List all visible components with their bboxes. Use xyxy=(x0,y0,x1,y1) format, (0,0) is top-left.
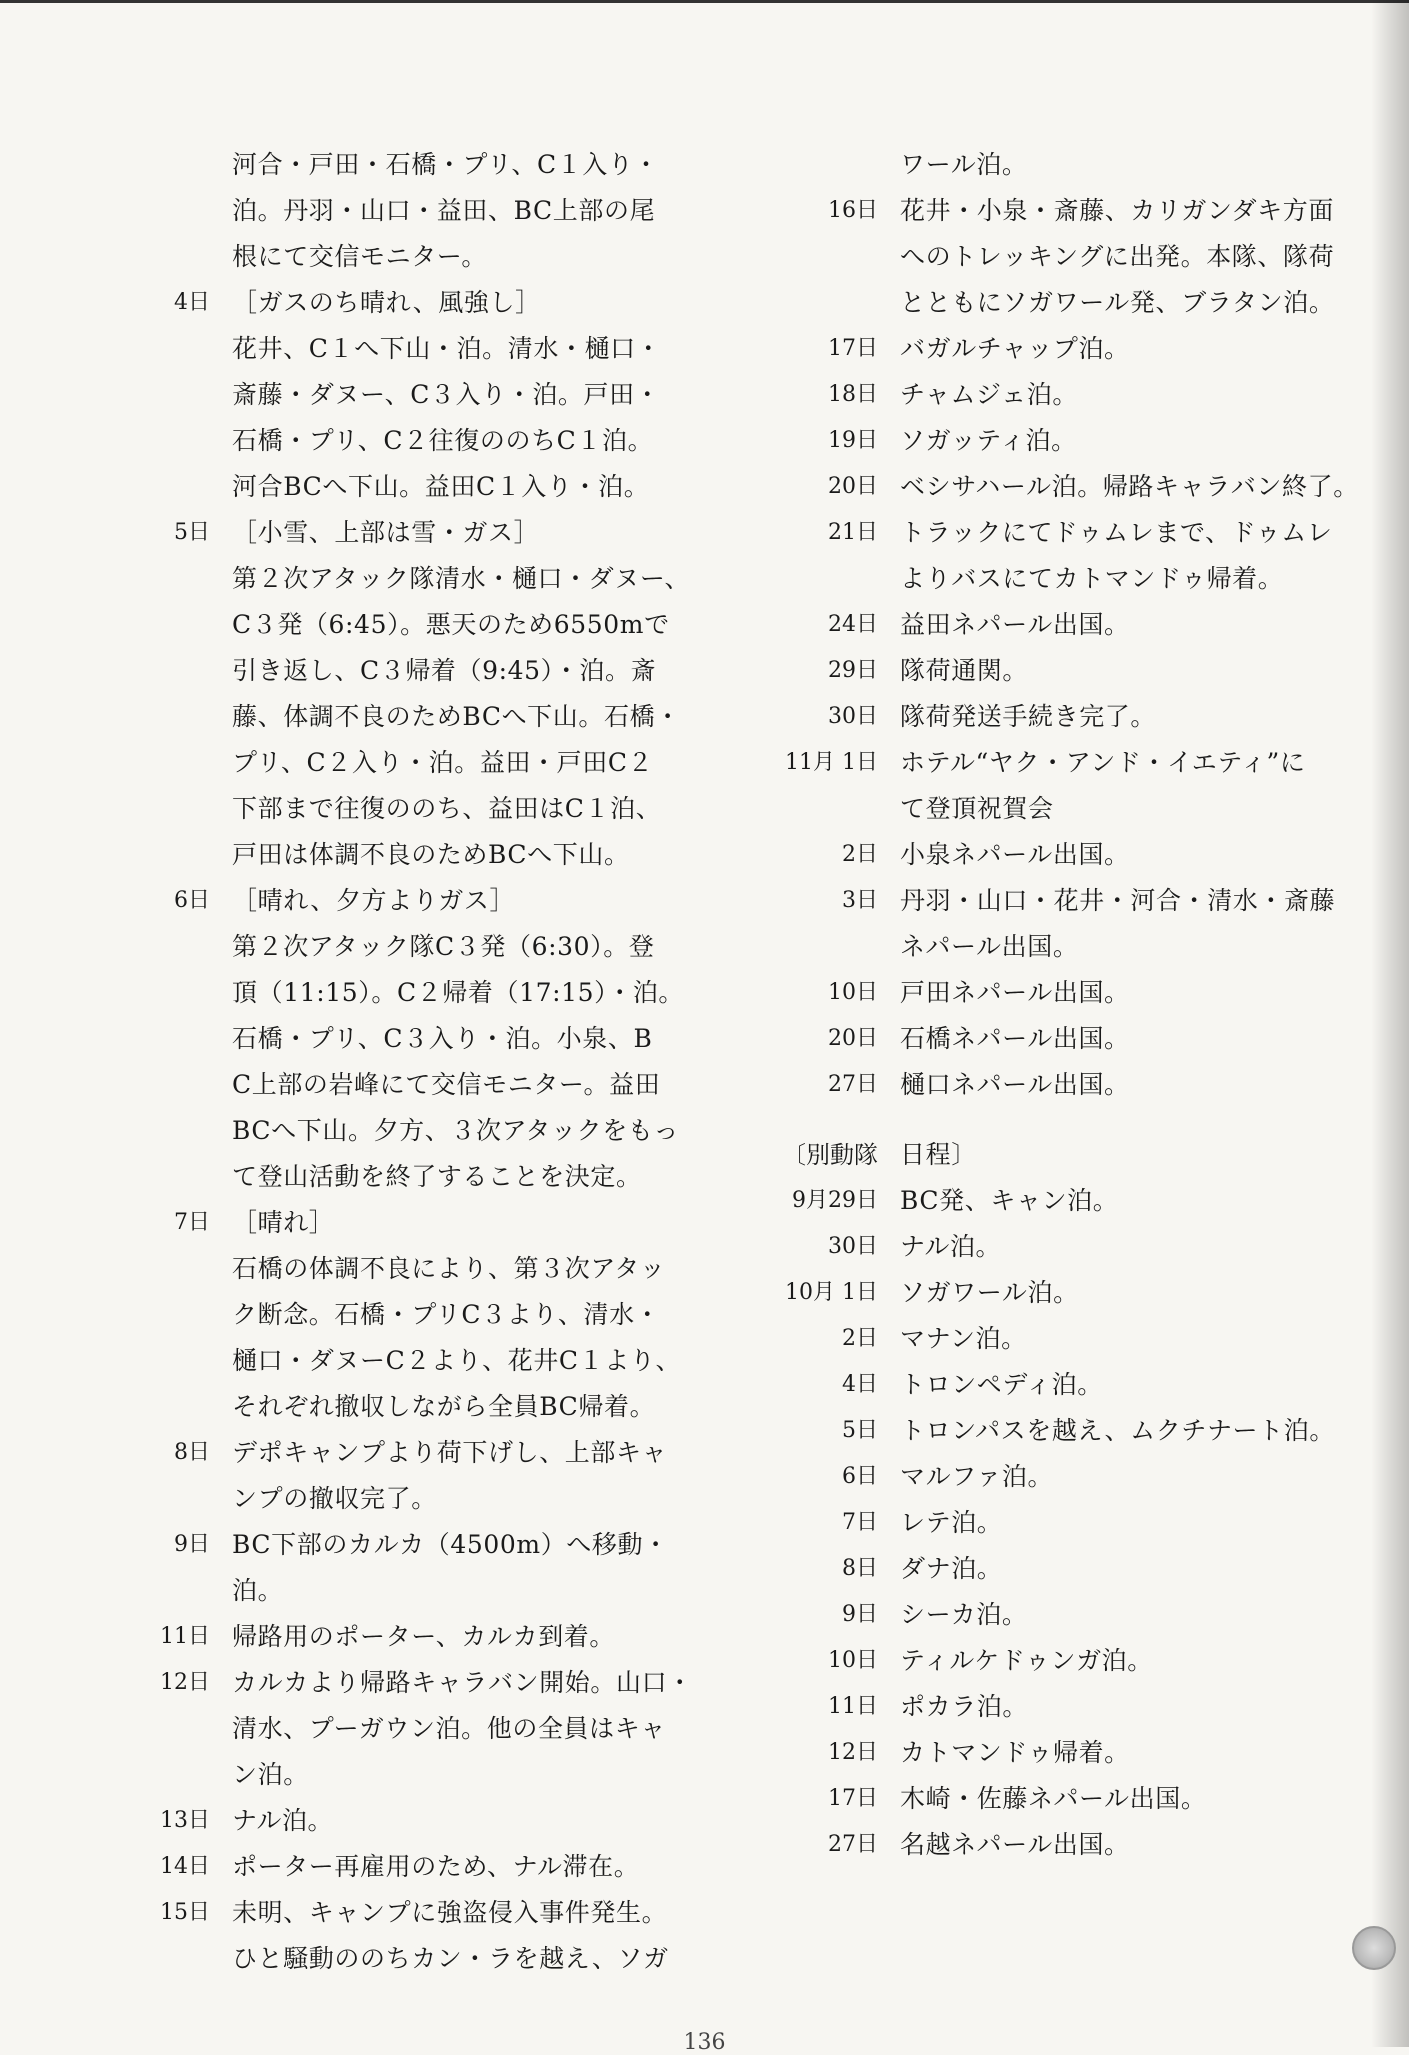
entry-date: 14日 xyxy=(160,1854,210,1879)
schedule-entry xyxy=(150,510,710,878)
entry-text xyxy=(232,510,710,878)
schedule-entry xyxy=(770,1546,1370,1592)
entry-line: BCへ下山。夕方、３次アタックをもっ xyxy=(232,1116,680,1145)
entry-text xyxy=(900,418,1370,464)
entry-date: 20日 xyxy=(828,474,878,499)
page-gutter-shadow xyxy=(1371,0,1409,2047)
entry-text xyxy=(232,1844,710,1890)
entry-line: ホテル“ヤク・アンド・イエティ”に xyxy=(900,748,1306,777)
entry-line: 隊荷発送手続き完了。 xyxy=(900,702,1157,731)
schedule-entry xyxy=(150,280,710,510)
schedule-entry xyxy=(770,878,1370,970)
entry-date: 8日 xyxy=(842,1556,878,1581)
entry-date: 11日 xyxy=(828,1694,878,1719)
entry-text xyxy=(232,1200,710,1430)
entry-line: それぞれ撤収しながら全員BC帰着。 xyxy=(232,1392,656,1421)
entry-line: て登頂祝賀会 xyxy=(900,794,1054,823)
entry-text xyxy=(900,970,1370,1016)
schedule-entry xyxy=(770,1454,1370,1500)
schedule-entry xyxy=(150,1614,710,1660)
entry-text xyxy=(900,464,1370,510)
right-column xyxy=(770,142,1370,1868)
entry-line: ナル泊。 xyxy=(900,1232,1002,1261)
entry-text xyxy=(900,1592,1370,1638)
entry-date: 30日 xyxy=(828,1234,878,1259)
entry-line: 未明、キャンプに強盗侵入事件発生。 xyxy=(232,1898,668,1927)
schedule-entry xyxy=(770,1224,1370,1270)
schedule-entry xyxy=(770,1270,1370,1316)
library-stamp-icon xyxy=(1352,1926,1396,1970)
schedule-entry xyxy=(770,1776,1370,1822)
schedule-entry xyxy=(150,1522,710,1614)
entry-line: デポキャンプより荷下げし、上部キャ xyxy=(232,1438,668,1467)
page-number: 136 xyxy=(683,2030,726,2055)
entry-line: 石橋・プリ、C３入り・泊。小泉、B xyxy=(232,1024,653,1053)
schedule-entry xyxy=(150,1660,710,1798)
entry-date: 15日 xyxy=(160,1900,210,1925)
section-heading-left: 〔別動隊 xyxy=(782,1141,878,1169)
entry-date: 6日 xyxy=(174,888,210,913)
schedule-entry xyxy=(770,694,1370,740)
entry-date: 9日 xyxy=(174,1532,210,1557)
entry-line: チャムジェ泊。 xyxy=(900,380,1078,409)
entry-line: 花井・小泉・斎藤、カリガンダキ方面 xyxy=(900,196,1334,225)
entry-text xyxy=(900,602,1370,648)
entry-line: 名越ネパール出国。 xyxy=(900,1830,1130,1859)
schedule-entry xyxy=(770,1316,1370,1362)
entry-date: 13日 xyxy=(160,1808,210,1833)
entry-line: ポーター再雇用のため、ナル滞在。 xyxy=(232,1852,640,1881)
entry-date: 20日 xyxy=(828,1026,878,1051)
entry-text xyxy=(232,878,710,1200)
entry-text xyxy=(232,1798,710,1844)
entry-text xyxy=(900,326,1370,372)
entry-line: 清水、プーガウン泊。他の全員はキャ xyxy=(232,1714,666,1743)
entry-line: バガルチャップ泊。 xyxy=(900,334,1130,363)
entry-line: カトマンドゥ帰着。 xyxy=(900,1738,1130,1767)
entry-date: 9月29日 xyxy=(792,1188,878,1213)
schedule-entry xyxy=(770,1822,1370,1868)
entry-line: レテ泊。 xyxy=(900,1508,1003,1537)
continuation-line: ワール泊。 xyxy=(900,150,1028,179)
entry-date: 10月 1日 xyxy=(785,1280,878,1305)
entry-date: 3日 xyxy=(842,888,878,913)
schedule-entry xyxy=(150,1430,710,1522)
entry-text xyxy=(900,1408,1370,1454)
entry-line: ンプの撤収完了。 xyxy=(232,1484,437,1513)
entry-line: ［ガスのち晴れ、風強し］ xyxy=(232,288,541,317)
entry-line: 下部まで往復ののち、益田はC１泊、 xyxy=(232,794,662,823)
entry-text xyxy=(900,1776,1370,1822)
page-top-edge xyxy=(0,0,1409,3)
entry-line: 戸田ネパール出国。 xyxy=(900,978,1130,1007)
entry-line: へのトレッキングに出発。本隊、隊荷 xyxy=(900,242,1335,271)
entry-line: ソガッティ泊。 xyxy=(900,426,1077,455)
entry-date: 21日 xyxy=(828,520,878,545)
entry-text xyxy=(900,1178,1370,1224)
entry-date: 8日 xyxy=(174,1440,210,1465)
entry-text xyxy=(232,1522,710,1614)
entry-date: 24日 xyxy=(828,612,878,637)
entry-line: 花井、C１へ下山・泊。清水・樋口・ xyxy=(232,334,662,363)
entry-line: 木崎・佐藤ネパール出国。 xyxy=(900,1784,1207,1813)
entry-text xyxy=(900,510,1370,602)
entry-line: 樋口・ダヌーC２より、花井C１より、 xyxy=(232,1346,682,1375)
entry-text xyxy=(232,1614,710,1660)
separate-party-schedule-list xyxy=(770,1178,1370,1868)
entry-date: 4日 xyxy=(842,1372,878,1397)
entry-line: ナル泊。 xyxy=(232,1806,334,1835)
entry-text xyxy=(232,1430,710,1522)
schedule-entry xyxy=(150,1844,710,1890)
entry-date: 6日 xyxy=(842,1464,878,1489)
entry-date: 11月 1日 xyxy=(785,750,878,775)
schedule-entry xyxy=(770,1592,1370,1638)
entry-text xyxy=(900,1016,1370,1062)
schedule-entry xyxy=(770,464,1370,510)
entry-date: 16日 xyxy=(828,198,878,223)
schedule-entry xyxy=(770,1178,1370,1224)
entry-line: 第２次アタック隊C３発（6:30）。登 xyxy=(232,932,655,961)
entry-text xyxy=(900,1546,1370,1592)
right-schedule-list xyxy=(770,188,1370,1108)
entry-date: 5日 xyxy=(842,1418,878,1443)
entry-line: ［晴れ、夕方よりガス］ xyxy=(232,886,516,915)
entry-line: 益田ネパール出国。 xyxy=(900,610,1130,639)
schedule-entry xyxy=(150,878,710,1200)
continuation-line: 根にて交信モニター。 xyxy=(232,242,488,271)
entry-date: 17日 xyxy=(828,1786,878,1811)
entry-text xyxy=(900,1062,1370,1108)
schedule-entry xyxy=(770,970,1370,1016)
entry-date: 18日 xyxy=(828,382,878,407)
entry-line: ［晴れ］ xyxy=(232,1208,335,1237)
entry-line: ソガワール泊。 xyxy=(900,1278,1079,1307)
schedule-entry xyxy=(770,602,1370,648)
entry-date: 5日 xyxy=(174,520,210,545)
entry-date: 27日 xyxy=(828,1072,878,1097)
entry-line: よりバスにてカトマンドゥ帰着。 xyxy=(900,564,1284,593)
entry-text xyxy=(900,372,1370,418)
entry-text xyxy=(232,1660,710,1798)
entry-date: 29日 xyxy=(828,658,878,683)
entry-line: 引き返し、C３帰着（9:45）・泊。斎 xyxy=(232,656,657,685)
schedule-entry xyxy=(770,740,1370,832)
entry-line: ［小雪、上部は雪・ガス］ xyxy=(232,518,540,547)
entry-date: 10日 xyxy=(828,1648,878,1673)
entry-date: 10日 xyxy=(828,980,878,1005)
entry-line: 第２次アタック隊清水・樋口・ダヌー、 xyxy=(232,564,691,593)
entry-line: BC下部のカルカ（4500m）へ移動・ xyxy=(232,1530,669,1559)
section-heading xyxy=(770,1132,1370,1178)
schedule-entry xyxy=(770,372,1370,418)
entry-date: 11日 xyxy=(160,1624,210,1649)
entry-line: 丹羽・山口・花井・河合・清水・斎藤 xyxy=(900,886,1336,915)
entry-date: 7日 xyxy=(842,1510,878,1535)
schedule-entry xyxy=(150,1890,710,1982)
entry-line: カルカより帰路キャラバン開始。山口・ xyxy=(232,1668,693,1697)
section-heading-right: 日程〕 xyxy=(900,1140,977,1169)
entry-line: 石橋ネパール出国。 xyxy=(900,1024,1130,1053)
entry-line: ク断念。石橋・プリC３より、清水・ xyxy=(232,1300,661,1329)
entry-line: ダナ泊。 xyxy=(900,1554,1003,1583)
entry-line: 石橋・プリ、C２往復ののちC１泊。 xyxy=(232,426,654,455)
entry-line: 樋口ネパール出国。 xyxy=(900,1070,1130,1099)
entry-line: マナン泊。 xyxy=(900,1324,1027,1353)
entry-date: 7日 xyxy=(174,1210,210,1235)
entry-line: ポカラ泊。 xyxy=(900,1692,1029,1721)
entry-text xyxy=(900,1270,1370,1316)
entry-line: 隊荷通関。 xyxy=(900,656,1029,685)
entry-date: 30日 xyxy=(828,704,878,729)
entry-line: ネパール出国。 xyxy=(900,932,1079,961)
schedule-entry xyxy=(770,1500,1370,1546)
schedule-entry xyxy=(770,1016,1370,1062)
schedule-entry xyxy=(770,648,1370,694)
schedule-entry xyxy=(770,832,1370,878)
entry-text xyxy=(232,1890,710,1982)
entry-line: 小泉ネパール出国。 xyxy=(900,840,1130,869)
schedule-entry xyxy=(150,1200,710,1430)
entry-line: BC発、キャン泊。 xyxy=(900,1186,1119,1215)
entry-line: トラックにてドゥムレまで、ドゥムレ xyxy=(900,518,1333,547)
schedule-entry xyxy=(770,1730,1370,1776)
entry-line: トロンペディ泊。 xyxy=(900,1370,1103,1399)
entry-line: トロンパスを越え、ムクチナート泊。 xyxy=(900,1416,1335,1445)
right-continuation-text xyxy=(900,142,1370,188)
continuation-line: 泊。丹羽・山口・益田、BC上部の尾 xyxy=(232,196,656,225)
entry-line: C３発（6:45）。悪天のため6550mで xyxy=(232,610,670,639)
entry-date: 12日 xyxy=(160,1670,210,1695)
entry-line: 帰路用のポーター、カルカ到着。 xyxy=(232,1622,616,1651)
entry-line: て登山活動を終了することを決定。 xyxy=(232,1162,642,1191)
entry-date: 12日 xyxy=(828,1740,878,1765)
entry-text xyxy=(900,740,1370,832)
entry-line: 泊。 xyxy=(232,1576,284,1605)
schedule-entry xyxy=(770,1684,1370,1730)
entry-line: マルファ泊。 xyxy=(900,1462,1054,1491)
left-schedule-list xyxy=(150,280,710,1982)
entry-text xyxy=(900,832,1370,878)
entry-line: 石橋の体調不良により、第３次アタッ xyxy=(232,1254,666,1283)
entry-text xyxy=(900,1730,1370,1776)
entry-text xyxy=(900,188,1370,326)
schedule-entry xyxy=(770,326,1370,372)
entry-date: 17日 xyxy=(828,336,878,361)
entry-date: 2日 xyxy=(842,842,878,867)
entry-text xyxy=(900,694,1370,740)
entry-text xyxy=(900,1822,1370,1868)
entry-line: 戸田は体調不良のためBCへ下山。 xyxy=(232,840,630,869)
entry-text xyxy=(900,1316,1370,1362)
schedule-entry xyxy=(770,510,1370,602)
continuation-line: 河合・戸田・石橋・プリ、C１入り・ xyxy=(232,150,660,179)
entry-line: 頂（11:15）。C２帰着（17:15）・泊。 xyxy=(232,978,685,1007)
entry-text xyxy=(900,1638,1370,1684)
entry-line: ン泊。 xyxy=(232,1760,309,1789)
schedule-entry xyxy=(770,1638,1370,1684)
schedule-entry xyxy=(770,1408,1370,1454)
entry-line: ひと騒動ののちカン・ラを越え、ソガ xyxy=(232,1944,669,1973)
entry-line: 藤、体調不良のためBCへ下山。石橋・ xyxy=(232,702,681,731)
entry-line: C上部の岩峰にて交信モニター。益田 xyxy=(232,1070,661,1099)
entry-date: 9日 xyxy=(842,1602,878,1627)
entry-date: 19日 xyxy=(828,428,878,453)
schedule-entry xyxy=(150,1798,710,1844)
schedule-entry xyxy=(770,1362,1370,1408)
entry-text xyxy=(900,1224,1370,1270)
entry-line: ティルケドゥンガ泊。 xyxy=(900,1646,1153,1675)
entry-line: ベシサハール泊。帰路キャラバン終了。 xyxy=(900,472,1359,501)
entry-line: シーカ泊。 xyxy=(900,1600,1028,1629)
entry-text xyxy=(900,648,1370,694)
entry-line: 斎藤・ダヌー、C３入り・泊。戸田・ xyxy=(232,380,661,409)
left-continuation-text xyxy=(232,142,710,280)
entry-line: 河合BCへ下山。益田C１入り・泊。 xyxy=(232,472,650,501)
entry-text xyxy=(900,1454,1370,1500)
entry-text xyxy=(900,1362,1370,1408)
entry-line: プリ、C２入り・泊。益田・戸田C２ xyxy=(232,748,654,777)
schedule-entry xyxy=(770,418,1370,464)
entry-line: とともにソガワール発、ブラタン泊。 xyxy=(900,288,1335,317)
schedule-entry xyxy=(770,1062,1370,1108)
entry-text xyxy=(900,1684,1370,1730)
entry-text xyxy=(900,878,1370,970)
entry-text xyxy=(232,280,710,510)
entry-text xyxy=(900,1500,1370,1546)
entry-date: 27日 xyxy=(828,1832,878,1857)
entry-date: 4日 xyxy=(174,290,210,315)
schedule-entry xyxy=(770,188,1370,326)
left-column xyxy=(150,142,710,1982)
entry-date: 2日 xyxy=(842,1326,878,1351)
